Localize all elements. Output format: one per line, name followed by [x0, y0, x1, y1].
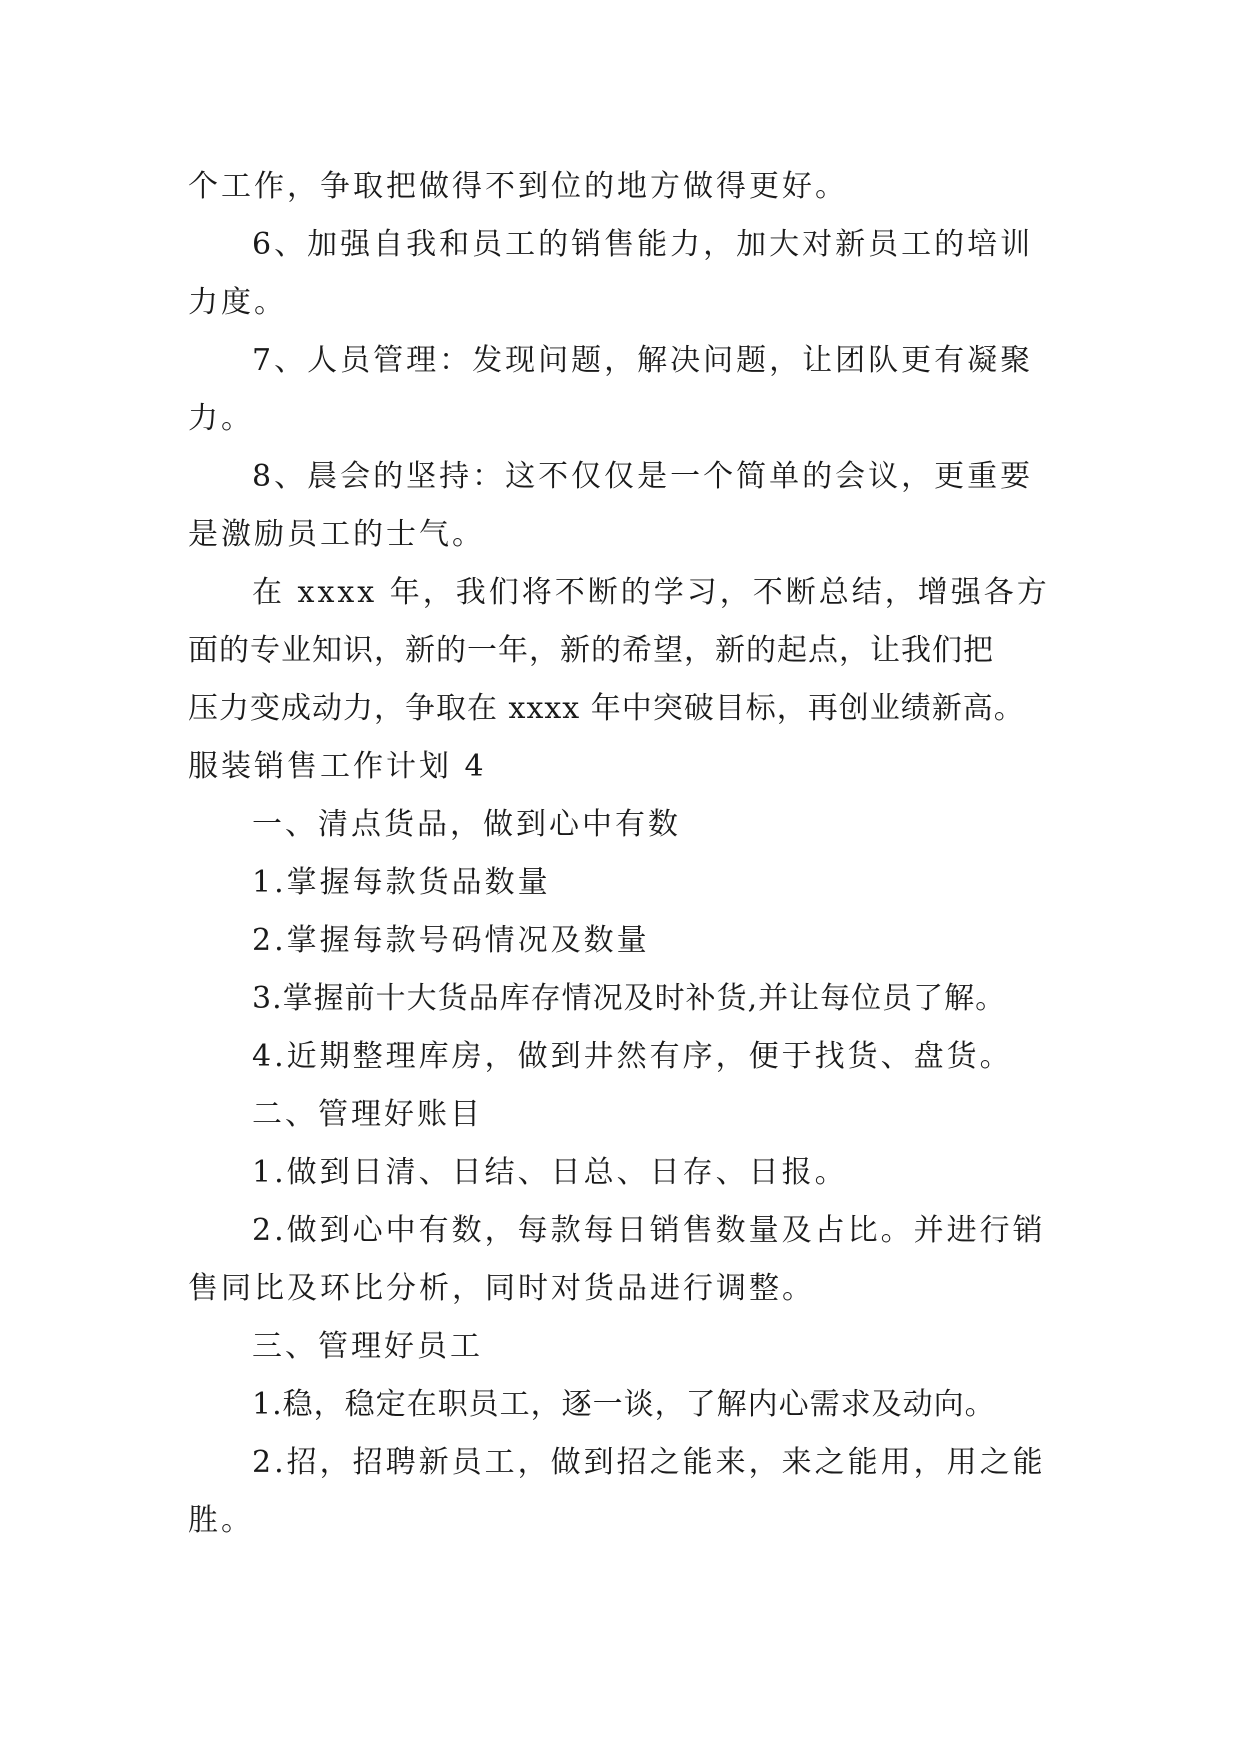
paragraph-line: 8、晨会的坚持：这不仅仅是一个简单的会议，更重要: [252, 459, 1034, 494]
list-item: 3.掌握前十大货品库存情况及时补货,并让每位员了解。: [252, 981, 1007, 1016]
section-heading: 服装销售工作计划 4: [188, 749, 487, 784]
paragraph-line: 面的专业知识，新的一年，新的希望，新的起点，让我们把: [188, 633, 994, 668]
list-item: 4.近期整理库房，做到井然有序，便于找货、盘货。: [252, 1039, 1013, 1074]
document-body: [188, 158, 1068, 1550]
list-item: 2.招，招聘新员工，做到招之能来，来之能用，用之能: [252, 1445, 1046, 1480]
list-item: 1.掌握每款货品数量: [252, 865, 551, 900]
subheading: 三、管理好员工: [252, 1329, 483, 1364]
list-item: 2.做到心中有数，每款每日销售数量及占比。并进行销: [252, 1213, 1046, 1248]
list-item: 2.掌握每款号码情况及数量: [252, 923, 650, 958]
paragraph-line: 7、人员管理：发现问题，解决问题，让团队更有凝聚: [252, 343, 1034, 378]
list-item: 1.稳，稳定在职员工，逐一谈，了解内心需求及动向。: [252, 1387, 996, 1422]
paragraph-line: 胜。: [188, 1503, 254, 1538]
paragraph-line: 是激励员工的士气。: [188, 517, 485, 552]
paragraph-line: 个工作，争取把做得不到位的地方做得更好。: [188, 169, 848, 204]
paragraph-line: 力。: [188, 401, 254, 436]
paragraph-line: 力度。: [188, 285, 287, 320]
paragraph-line: 在 xxxx 年，我们将不断的学习，不断总结，增强各方: [252, 575, 1050, 610]
paragraph-line: 压力变成动力，争取在 xxxx 年中突破目标，再创业绩新高。: [188, 691, 1025, 726]
list-item: 1.做到日清、日结、日总、日存、日报。: [252, 1155, 848, 1190]
subheading: 二、管理好账目: [252, 1097, 483, 1132]
subheading: 一、清点货品，做到心中有数: [252, 807, 681, 842]
paragraph-line: 售同比及环比分析，同时对货品进行调整。: [188, 1271, 815, 1306]
paragraph-line: 6、加强自我和员工的销售能力，加大对新员工的培训: [252, 227, 1034, 262]
